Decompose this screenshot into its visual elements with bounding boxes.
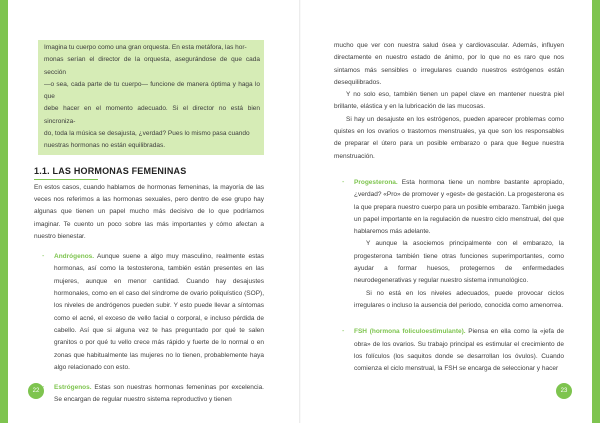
- continued-paragraph: mucho que ver con nuestra salud ósea y cardiovascular. Además, influyen directamente en nuestro estado de ánimo, por lo que no es raro que nos sintamos más sensibles o irregulares cuando nuestros estrógenos están desequilibrados.: [334, 42, 564, 86]
- bullet-paragraph: Si no está en los niveles adecuados, puede provocar ciclos irregulares o incluso la ausencia del periodo, conocida como amenorrea.: [354, 289, 564, 309]
- paragraph: Si hay un desajuste en los estrógenos, pueden aparecer problemas como quistes en los ovarios o trastornos menstruales, ya que son los responsables de preparar el útero para un posible embarazo o para que llegue nuestra menstruación.: [334, 115, 564, 160]
- bullet-body: [354, 326, 564, 375]
- bullet-paragraph: Y aunque la asociemos principalmente con el embarazo, la progesterona también tiene otras funciones superimportantes, como ayudar a formar huesos, protegernos de enfermedades neurodegenerativas y regular nuestro sistema inmunológico.: [354, 240, 564, 285]
- intro-line: monas serían el director de la orquesta, asegurándose de que cada sección: [44, 56, 260, 76]
- bullet-estrogenos: [34, 382, 264, 407]
- bullet-body: [54, 251, 264, 374]
- book-gutter: [299, 0, 301, 423]
- bullet-androgenos: [34, 251, 264, 374]
- bullet-progesterona: [334, 177, 564, 312]
- right-page: [334, 40, 564, 375]
- bullet-text: Aunque suene a algo muy masculino, realmente estas hormonas, así como la testosterona, también están presentes en las mujeres, aunque en menor cantidad. Cuando hay desajustes hormonales, como en el caso del síndrome de ovario poliquístico (SOP), los niveles de andrógenos pueden subir. Y esto puede llevar a síntomas como el acné, el exceso de vello facial o corporal, e incluso pérdida de cabello. Así que si alguna vez te has preguntado por qué te salen granitos o por qué tu vello crece más rápido y fuerte de lo normal o en zonas que habitualmente las mujeres no lo tienen, probablemente haya algo relacionado con esto.: [54, 253, 264, 371]
- bullet-text: Piensa en ella como la «jefa de obra» de los ovarios. Su trabajo principal es estimular el crecimiento de los folículos (los saquitos donde se desarrollan los óvulos). Cuando comienza el ciclo menstrual, la FSH se encarga de seleccionar y hacer: [354, 328, 564, 373]
- section-heading: [34, 165, 264, 180]
- page-number-right: 23: [556, 383, 572, 399]
- intro-highlight-box: [38, 40, 264, 155]
- bullet-term: Andrógenos.: [54, 253, 95, 261]
- bullet-dash-icon: -: [42, 253, 45, 261]
- bullet-body: [54, 382, 264, 407]
- section-title: 1.1. LAS HORMONAS FEMENINAS: [34, 165, 187, 176]
- bullet-fsh: [334, 326, 564, 375]
- intro-line: —o sea, cada parte de tu cuerpo— funcione de manera óptima y haga lo que: [44, 80, 260, 101]
- bullet-term: FSH (hormona foliculoestimulante).: [354, 328, 466, 336]
- intro-line: Imagina tu cuerpo como una gran orquesta. En esta metáfora, las hor-: [44, 44, 247, 51]
- bullet-term: Progesterona.: [354, 178, 398, 186]
- paragraph: Y no solo eso, también tienen un papel clave en mantener nuestra piel brillante, elástica y en la lubricación de las mucosas.: [334, 91, 564, 111]
- left-page: [34, 40, 264, 407]
- bullet-body: [354, 177, 564, 238]
- bullet-dash-icon: -: [342, 328, 345, 336]
- heading-underline: [34, 179, 98, 180]
- bullet-dash-icon: -: [342, 178, 345, 186]
- left-color-edge: [0, 0, 8, 423]
- bullet-term: Estrógenos.: [54, 384, 92, 392]
- right-color-edge: [592, 0, 600, 423]
- page-number-left: 22: [28, 383, 44, 399]
- intro-line: debe hacer en el momento adecuado. Si el director no está bien sincroniza-: [44, 105, 260, 125]
- intro-line: nuestras hormonas no están equilibradas.: [44, 142, 166, 150]
- bullet-text: Estas son nuestras hormonas femeninas por excelencia. Se encargan de regular nuestro sistema reproductivo y tienen: [54, 384, 264, 404]
- intro-paragraph: En estos casos, cuando hablamos de hormonas femeninas, la mayoría de las veces nos referimos a las hormonas sexuales, pero dentro de ese grupo hay algunas que tienen un papel mucho más decisivo de lo que podríamos imaginar. Te cuento un poco sobre las más importantes y cómo afectan a nuestro bienestar.: [34, 183, 264, 240]
- intro-line: do, toda la música se desajusta, ¿verdad? Pues lo mismo pasa cuando: [44, 130, 250, 138]
- bullet-text: Esta hormona tiene un nombre bastante apropiado, ¿verdad? «Pro» de promover y «gest» de gestación. La progesterona es la que prepara nuestro cuerpo para un posible embarazo. También juega un papel importante en la regulación de nuestro ciclo menstrual, del que hablaremos más adelante.: [354, 178, 564, 236]
